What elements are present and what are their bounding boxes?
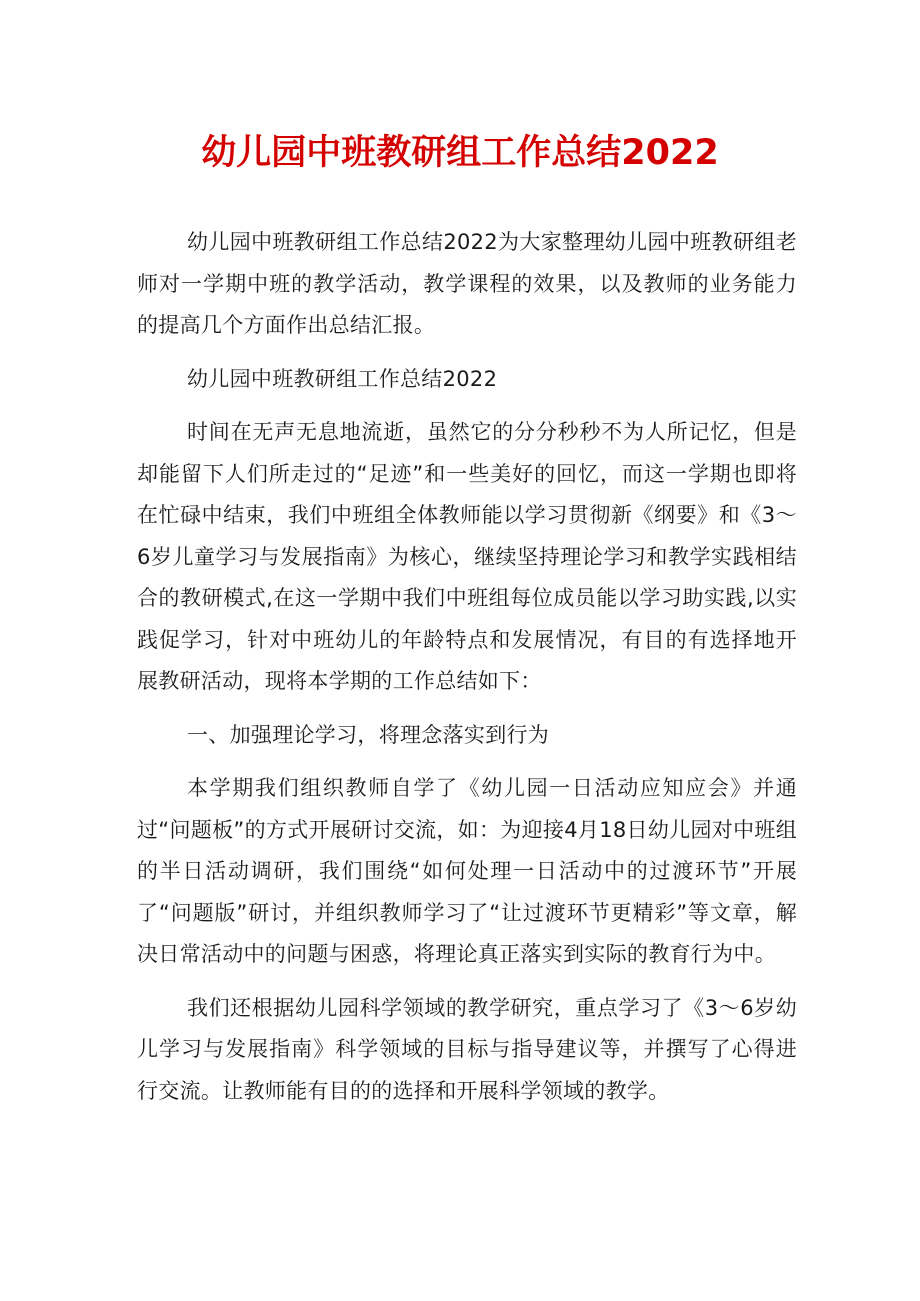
body-paragraph: 时间在无声无息地流逝，虽然它的分分秒秒不为人所记忆，但是却能留下人们所走过的“足迹”和一些美好的回忆，而这一学期也即将在忙碌中结束，我们中班组全体教师能以学习贯彻新《纲要》和《3～6岁儿童学习与发展指南》为核心，继续坚持理论学习和教学实践相结合的教研模式,在这一学期中我们中班组每位成员能以学习助实践,以实践促学习，针对中班幼儿的年龄特点和发展情况，有目的有选择地开展教研活动，现将本学期的工作总结如下： xyxy=(137,420,797,693)
body-paragraph: 我们还根据幼儿园科学领域的教学研究，重点学习了《3～6岁幼儿学习与发展指南》科学领域的目标与指导建议等，并撰写了心得进行交流。让教师能有目的的选择和开展科学领域的教学。 xyxy=(137,995,797,1103)
subtitle-paragraph: 幼儿园中班教研组工作总结2022 xyxy=(187,366,498,391)
section-heading: 一、加强理论学习，将理念落实到行为 xyxy=(187,722,550,747)
body-paragraph: 本学期我们组织教师自学了《幼儿园一日活动应知应会》并通过“问题板”的方式开展研讨交流，如：为迎接4月18日幼儿园对中班组的半日活动调研，我们围绕“如何处理一日活动中的过渡环节”开展了“问题版”研讨，并组织教师学习了“让过渡环节更精彩”等文章，解决日常活动中的问题与困惑，将理论真正落实到实际的教育行为中。 xyxy=(137,776,797,966)
document-title: 幼儿园中班教研组工作总结2022 xyxy=(201,133,719,173)
document-body xyxy=(137,222,797,1112)
intro-paragraph: 幼儿园中班教研组工作总结2022为大家整理幼儿园中班教研组老师对一学期中班的教学活动，教学课程的效果，以及教师的业务能力的提高几个方面作出总结汇报。 xyxy=(137,230,797,337)
